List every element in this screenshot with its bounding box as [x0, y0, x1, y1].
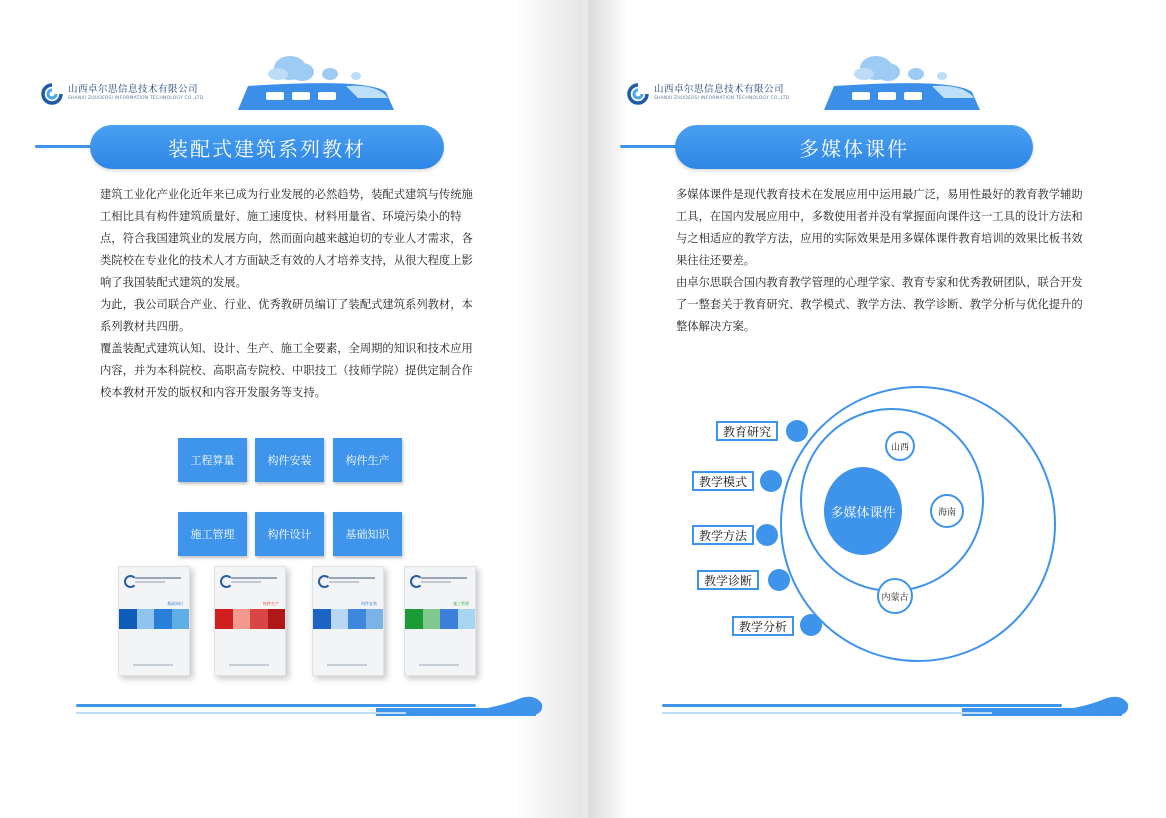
book-cover: [404, 566, 476, 676]
topic-tag: 教学模式: [692, 471, 754, 491]
diagram-center: 多媒体课件: [824, 467, 902, 555]
company-logo-icon: [40, 82, 64, 106]
category-tile[interactable]: 构件设计: [255, 512, 324, 556]
company-logo: [626, 82, 789, 106]
paragraph: 为此，我公司联合产业、行业、优秀教研员编订了装配式建筑系列教材，本系列教材共四册。: [100, 298, 473, 333]
company-name-en: SHANXI ZHUOERSI INFORMATION TECHNOLOGY CO.,LTD: [654, 96, 790, 101]
book-cover-label: 构件生产: [263, 601, 279, 606]
train-cloud-icon: [228, 46, 398, 114]
paragraph: 建筑工业化产业化近年来已成为行业发展的必然趋势，装配式建筑与传统施工相比具有构件建筑质量好、施工速度快、材料用量省、环境污染小的特点，符合我国建筑业的发展方向，然而面向越来越迫切的专业人才需求，各类院校在专业化的技术人才方面缺乏有效的人才培养支持，从很大程度上影响了我国装配式建筑的发展。: [100, 188, 473, 289]
ring-dot: [800, 614, 822, 636]
category-tile[interactable]: 工程算量: [178, 438, 247, 482]
topic-tag: 教学方法: [692, 525, 754, 545]
book-cover: [312, 566, 384, 676]
topic-tag: 教学分析: [732, 616, 794, 636]
bottom-wave-decoration: [662, 690, 1132, 720]
spine-shadow: [588, 0, 628, 818]
ring-dot: [756, 524, 778, 546]
location-node: 内蒙古: [877, 578, 913, 614]
category-tile[interactable]: 构件生产: [333, 438, 402, 482]
page-title: 装配式建筑系列教材: [90, 125, 444, 169]
right-body-text: [676, 184, 1088, 338]
topic-tag: 教学诊断: [697, 570, 759, 590]
bottom-wave-decoration: [76, 690, 546, 720]
company-logo-icon: [626, 82, 650, 106]
book-cover: [214, 566, 286, 676]
paragraph: 覆盖装配式建筑认知、设计、生产、施工全要素，全周期的知识和技术应用内容，并为本科院校、高职高专院校、中职技工（技师学院）提供定制合作校本教材开发的版权和内容开发服务等支持。: [100, 342, 473, 399]
ring-dot: [760, 470, 782, 492]
left-body-text: [100, 184, 484, 404]
ring-dot: [786, 420, 808, 442]
location-node: 海南: [930, 494, 964, 528]
company-name-en: SHANXI ZHUOERSI INFORMATION TECHNOLOGY CO.,LTD: [68, 96, 204, 101]
company-name: 山西卓尔思信息技术有限公司: [68, 84, 199, 95]
train-cloud-icon: [814, 46, 984, 114]
title-bar-line: [35, 145, 95, 148]
location-node: 山西: [885, 431, 915, 461]
company-name: 山西卓尔思信息技术有限公司: [654, 84, 785, 95]
category-tile[interactable]: 施工管理: [178, 512, 247, 556]
book-cover-label: 基础知识: [167, 601, 183, 606]
paragraph: 由卓尔思联合国内教育教学管理的心理学家、教育专家和优秀教研团队，联合开发了一整套关于教育研究、教学模式、教学方法、教学诊断、教学分析与优化提升的整体解决方案。: [676, 276, 1083, 333]
book-cover-label: 构件安装: [361, 601, 377, 606]
paragraph: 多媒体课件是现代教育技术在发展应用中运用最广泛，易用性最好的教育教学辅助工具，在国内发展应用中，多数使用者并没有掌握面向课件这一工具的设计方法和与之相适应的教学方法，应用的实际效果是用多媒体课件教育培训的效果比板书效果往往还要差。: [676, 188, 1083, 267]
title-bar-line: [620, 145, 680, 148]
book-cover: [118, 566, 190, 676]
category-tile[interactable]: 构件安装: [255, 438, 324, 482]
ring-dot: [768, 569, 790, 591]
page-title: 多媒体课件: [675, 125, 1033, 169]
topic-tag: 教育研究: [716, 421, 778, 441]
category-tile[interactable]: 基础知识: [333, 512, 402, 556]
company-logo: [40, 82, 203, 106]
book-cover-label: 施工管理: [453, 601, 469, 606]
right-page: [588, 0, 1166, 818]
